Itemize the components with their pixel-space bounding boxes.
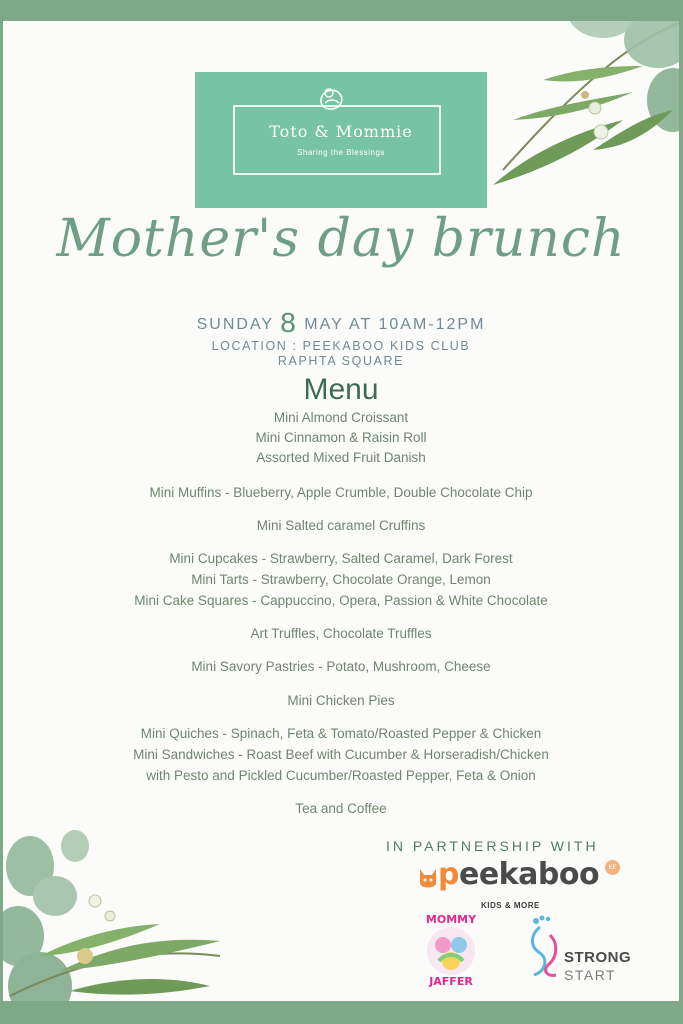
fox-icon [416,865,440,895]
menu-item: Mini Cinnamon & Raisin Roll [255,430,427,445]
mommy-jaffer-bottom-text: JAFFER [429,975,473,987]
flyer-card [3,21,679,1001]
menu-item: Mini Tarts - Strawberry, Chocolate Orange, Lemon [191,572,491,587]
event-date [3,307,679,339]
mommy-jaffer-top-text: MOMMY [425,913,477,926]
date-number: 8 [280,307,298,338]
menu-item: Mini Savory Pastries - Potato, Mushroom, Cheese [191,659,491,674]
peekaboo-p: p [438,857,459,892]
menu-item: Art Truffles, Chocolate Truffles [250,626,432,641]
page-title: Mother's day brunch [56,209,626,269]
strong-start-line-1: STRONG [564,949,632,966]
logo-tagline: Sharing the Blessings [297,148,385,157]
peekaboo-wordmark [438,857,599,892]
peekaboo-subtitle: KIDS & MORE [481,901,540,910]
menu-item: Tea and Coffee [295,801,387,816]
date-time: MAY AT 10AM-12PM [304,316,486,333]
menu-item: Mini Almond Croissant [273,410,409,425]
menu-item: Mini Salted caramel Cruffins [256,518,426,533]
event-location [3,339,679,369]
menu-item: Mini Sandwiches - Roast Beef with Cucumber & Horseradish/Chicken with Pesto and Pickled Cucumber/Roasted Pepper, Feta & Onion [133,747,549,783]
mommy-jaffer-logo [413,909,489,987]
frame-top [0,0,683,21]
peekaboo-country-badge: KE [605,860,620,875]
menu-item: Assorted Mixed Fruit Danish [256,450,426,465]
date-day: SUNDAY [196,316,274,333]
eucalyptus-leaves-top-right [473,21,679,230]
menu-heading: Menu [303,373,379,406]
menu-item: Mini Cupcakes - Strawberry, Salted Caramel, Dark Forest [169,551,513,566]
peekaboo-rest: eekaboo [458,857,600,892]
logo-name: Toto & Mommie [269,122,413,141]
footprint-icon [526,913,566,979]
location-line-2: RAPHTA SQUARE [277,354,405,368]
menu-item: Mini Muffins - Blueberry, Apple Crumble, Double Chocolate Chip [149,485,533,500]
menu-item: Mini Quiches - Spinach, Feta & Tomato/Roasted Pepper & Chicken [140,726,542,741]
location-line-1: LOCATION : PEEKABOO KIDS CLUB [211,339,471,353]
partnership-heading: IN PARTNERSHIP WITH [386,838,599,854]
menu-item: Mini Chicken Pies [287,693,395,708]
strong-start-logo [526,913,646,983]
eucalyptus-leaves-bottom-left [3,816,230,1001]
frame-bottom [0,1001,683,1024]
menu-item: Mini Cake Squares - Cappuccino, Opera, Passion & White Chocolate [134,593,548,608]
toto-mommie-logo [195,72,487,208]
peekaboo-logo [416,859,621,899]
mother-child-icon [315,83,349,113]
strong-start-line-2: START [564,967,617,983]
